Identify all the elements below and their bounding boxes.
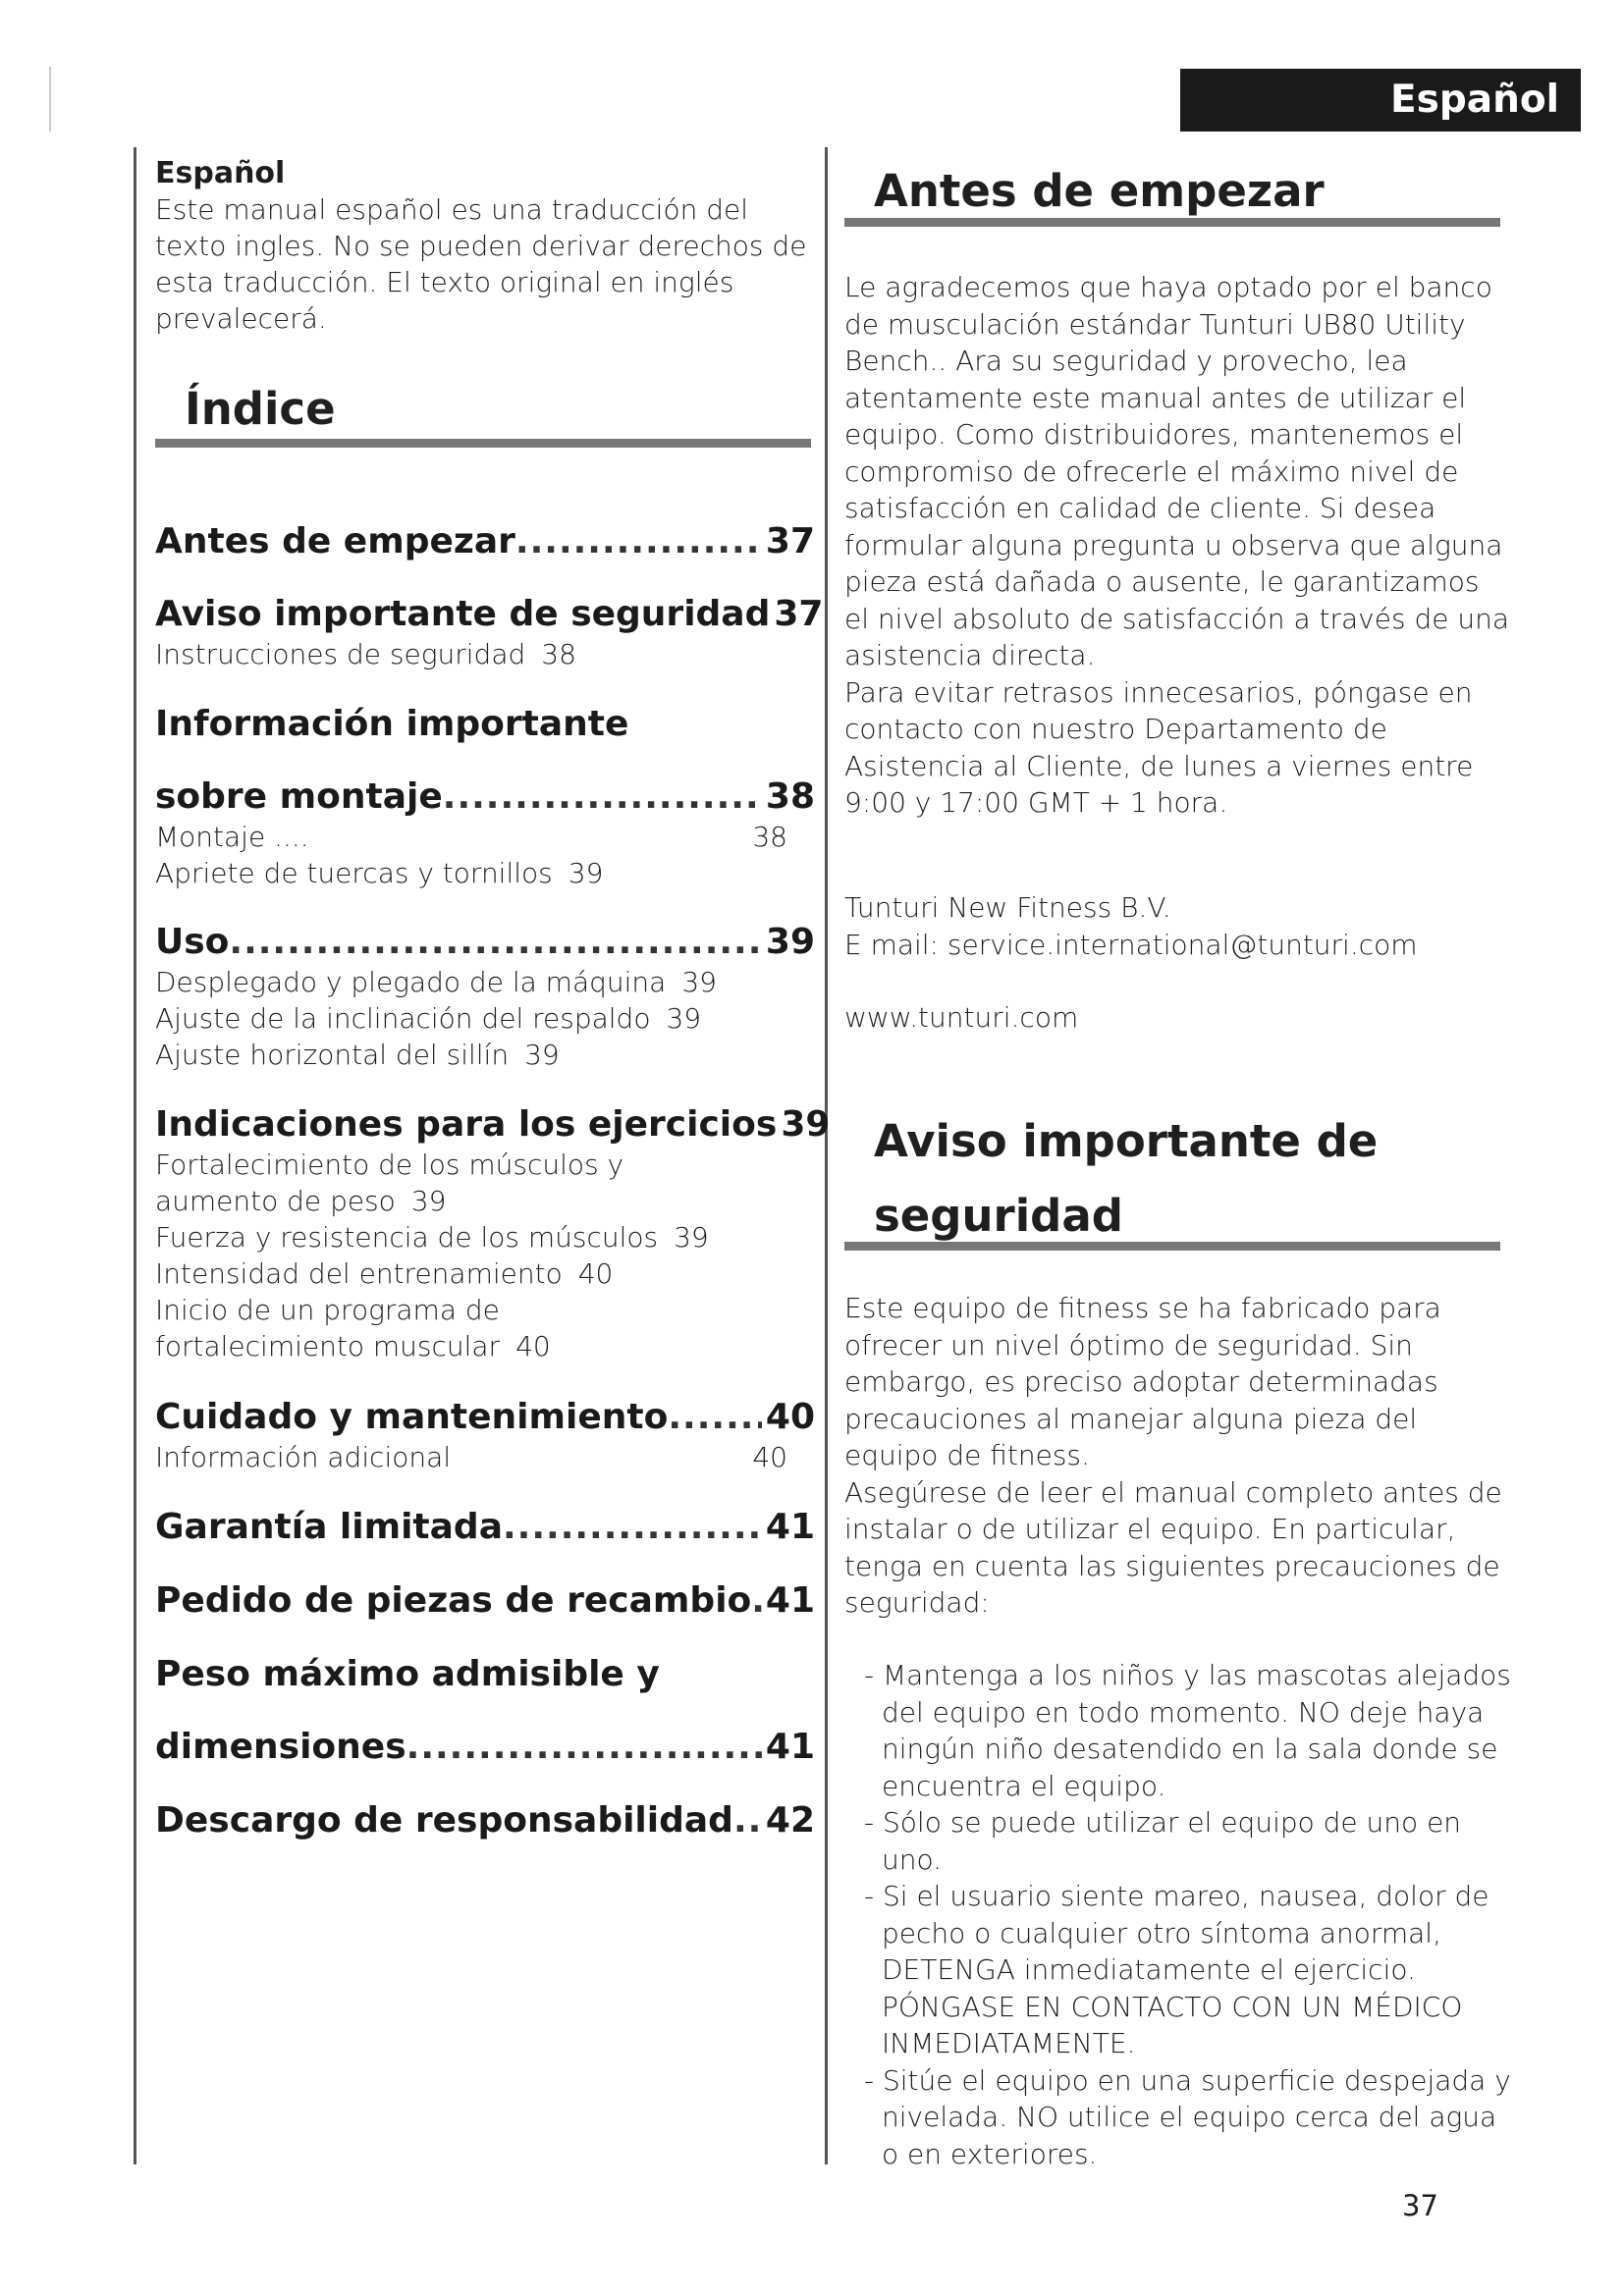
left-column-rule	[134, 147, 136, 2164]
crop-mark	[49, 67, 51, 132]
toc-sub-page: 40	[515, 1330, 551, 1362]
aviso-body	[844, 1290, 1512, 1622]
toc-page: 42	[765, 1800, 815, 1841]
email-line[interactable]: E mail: service.international@tunturi.com	[844, 928, 1418, 961]
toc-subentry[interactable]	[155, 964, 815, 1000]
toc-title: Uso	[155, 922, 230, 962]
aviso-title-line2: seguridad	[874, 1190, 1123, 1242]
toc-entry-uso[interactable]	[155, 921, 815, 1073]
toc-page: 37	[765, 521, 815, 561]
website-link[interactable]: www.tunturi.com	[844, 1001, 1079, 1034]
toc-sub-page: 39	[666, 1002, 702, 1035]
toc-sub-page: 40	[752, 1441, 787, 1473]
toc-page: 38	[765, 776, 815, 817]
language-tab: Español	[1180, 69, 1581, 132]
toc-sub-title: aumento de peso	[155, 1185, 396, 1217]
toc-entry-cuidado[interactable]	[155, 1396, 815, 1475]
intro-title: Español	[155, 156, 286, 190]
intro-text: Este manual español es una traducción del texto ingles. No se pueden derivar derechos de esta traducción. El texto original en inglés prevalecerá.	[155, 193, 807, 335]
toc-sub-title: Intensidad del entrenamiento	[155, 1257, 563, 1290]
antes-para2: Para evitar retrasos innecesarios, póngase en contacto con nuestro Departamento de Asistencia al Cliente, de lunes a viernes entre 9:00 y 17:00 GMT + 1 hora.	[844, 675, 1474, 819]
toc-title: Descargo de responsabilidad	[155, 1800, 733, 1841]
toc-sub-line1: Inicio de un programa de	[155, 1294, 500, 1326]
middle-column-rule	[825, 147, 828, 2164]
toc-page: 40	[765, 1397, 815, 1437]
company-name: Tunturi New Fitness B.V.	[844, 891, 1171, 924]
safety-bullets	[864, 1657, 1512, 2172]
toc-sub-page: 38	[752, 821, 787, 853]
toc-subentry[interactable]	[155, 855, 815, 891]
toc-entry-pedido[interactable]	[155, 1579, 815, 1623]
toc-title: Aviso importante de seguridad	[155, 594, 771, 634]
toc-page: 41	[765, 1507, 815, 1547]
toc-title: Garantía limitada	[155, 1507, 503, 1547]
aviso-para2: Asegúrese de leer el manual completo antes de instalar o de utilizar el equipo. En particular, tenga en cuenta las siguientes precauciones de seguridad:	[844, 1475, 1502, 1619]
translation-notice	[155, 155, 823, 337]
toc-title: Pedido de piezas de recambio	[155, 1580, 752, 1621]
toc-sub-page: 40	[577, 1257, 614, 1290]
page-number: 37	[1402, 2189, 1438, 2222]
bullet-item: - Sitúe el equipo en una superficie despejada y nivelada. NO utilice el equipo cerca del agua o en exteriores.	[864, 2063, 1511, 2170]
toc-subentry[interactable]	[155, 1328, 815, 1364]
toc-title: Antes de empezar	[155, 521, 515, 561]
toc-sub-title: Montaje ....	[155, 821, 309, 853]
index-title-rule	[155, 439, 811, 448]
antes-para1: Le agradecemos que haya optado por el banco de musculación estándar Tunturi UB80 Utility Bench.. Ara su seguridad y provecho, lea atentamente este manual antes de utilizar el equipo. Como distribuidores, mantenemos el compromiso de ofrecerle el máximo nivel de satisfacción en calidad de cliente. Si desea formular alguna pregunta u observa que alguna pieza está dañada o ausente, le garantizamos el nivel absoluto de satisfacción a través de una asistencia directa.	[844, 271, 1509, 671]
toc-page: 37	[774, 594, 824, 634]
toc-subentry[interactable]	[155, 636, 815, 672]
index-title: Índice	[185, 383, 336, 435]
toc-sub-title: Ajuste de la inclinación del respaldo	[155, 1002, 651, 1035]
toc-entry-peso[interactable]	[155, 1653, 815, 1769]
toc-entry-descargo[interactable]	[155, 1799, 815, 1842]
toc-subentry[interactable]	[155, 1183, 815, 1219]
toc-title: dimensiones	[155, 1727, 406, 1767]
toc-subentry[interactable]	[155, 1037, 815, 1073]
toc-sub-page: 38	[541, 638, 576, 670]
toc-sub-title: Información adicional	[155, 1441, 452, 1473]
toc-title-line1: Información importante	[155, 704, 629, 744]
toc-sub-page: 39	[524, 1039, 560, 1071]
toc-sub-page: 39	[681, 966, 717, 998]
toc-subentry[interactable]	[155, 819, 815, 855]
toc-entry-aviso[interactable]	[155, 593, 824, 672]
toc-sub-title: Desplegado y plegado de la máquina	[155, 966, 667, 998]
aviso-title-line1: Aviso importante de	[874, 1115, 1379, 1167]
toc-entry-antes[interactable]	[155, 520, 815, 563]
toc-subentry[interactable]	[155, 1219, 815, 1255]
toc-entry-ejercicios[interactable]	[155, 1103, 831, 1364]
toc-title-line1: Peso máximo admisible y	[155, 1654, 660, 1694]
bullet-item: - Si el usuario siente mareo, nausea, dolor de pecho o cualquier otro síntoma anormal, DETENGA inmediatamente el ejercicio. PÓNGASE EN CONTACTO CON UN MÉDICO INMEDIATAMENTE.	[864, 1880, 1489, 2059]
bullet-item: - Mantenga a los niños y las mascotas alejados del equipo en todo momento. NO deje haya ningún niño desatendido en la sala donde se encuentra el equipo.	[864, 1659, 1511, 1802]
bullet-item: - Sólo se puede utilizar el equipo de uno en uno.	[864, 1806, 1462, 1876]
toc-subentry[interactable]	[155, 1439, 815, 1475]
toc-title: sobre montaje	[155, 776, 443, 817]
antes-title: Antes de empezar	[874, 165, 1325, 217]
toc-entry-montaje[interactable]	[155, 703, 815, 891]
toc-title: Indicaciones para los ejercicios	[155, 1104, 778, 1145]
toc-entry-garantia[interactable]	[155, 1506, 815, 1549]
toc-sub-title: Ajuste horizontal del sillín	[155, 1039, 510, 1071]
toc-sub-page: 39	[410, 1185, 447, 1217]
toc-sub-page: 39	[674, 1221, 709, 1254]
toc-page: 39	[781, 1104, 831, 1145]
antes-title-rule	[844, 218, 1500, 227]
toc-title: Cuidado y mantenimiento	[155, 1397, 669, 1437]
toc-sub-title: Apriete de tuercas y tornillos	[155, 857, 553, 889]
antes-body	[844, 269, 1512, 822]
aviso-title-rule	[844, 1242, 1500, 1251]
aviso-para1: Este equipo de fitness se ha fabricado para ofrecer un nivel óptimo de seguridad. Sin embargo, es preciso adoptar determinadas precauciones al manejar alguna pieza del equipo de fitness.	[844, 1292, 1441, 1471]
toc-page: 41	[765, 1727, 815, 1767]
toc-page: 41	[765, 1580, 815, 1621]
contact-block	[844, 889, 1512, 1037]
toc-subentry[interactable]	[155, 1255, 815, 1292]
toc-sub-page: 39	[568, 857, 604, 889]
toc-page: 39	[765, 922, 815, 962]
toc-sub-line1: Fortalecimiento de los músculos y	[155, 1148, 624, 1181]
toc-sub-title: Instrucciones de seguridad	[155, 638, 526, 670]
toc-subentry[interactable]	[155, 1000, 815, 1037]
toc-sub-title: Fuerza y resistencia de los músculos	[155, 1221, 659, 1254]
toc-sub-title: fortalecimiento muscular	[155, 1330, 501, 1362]
